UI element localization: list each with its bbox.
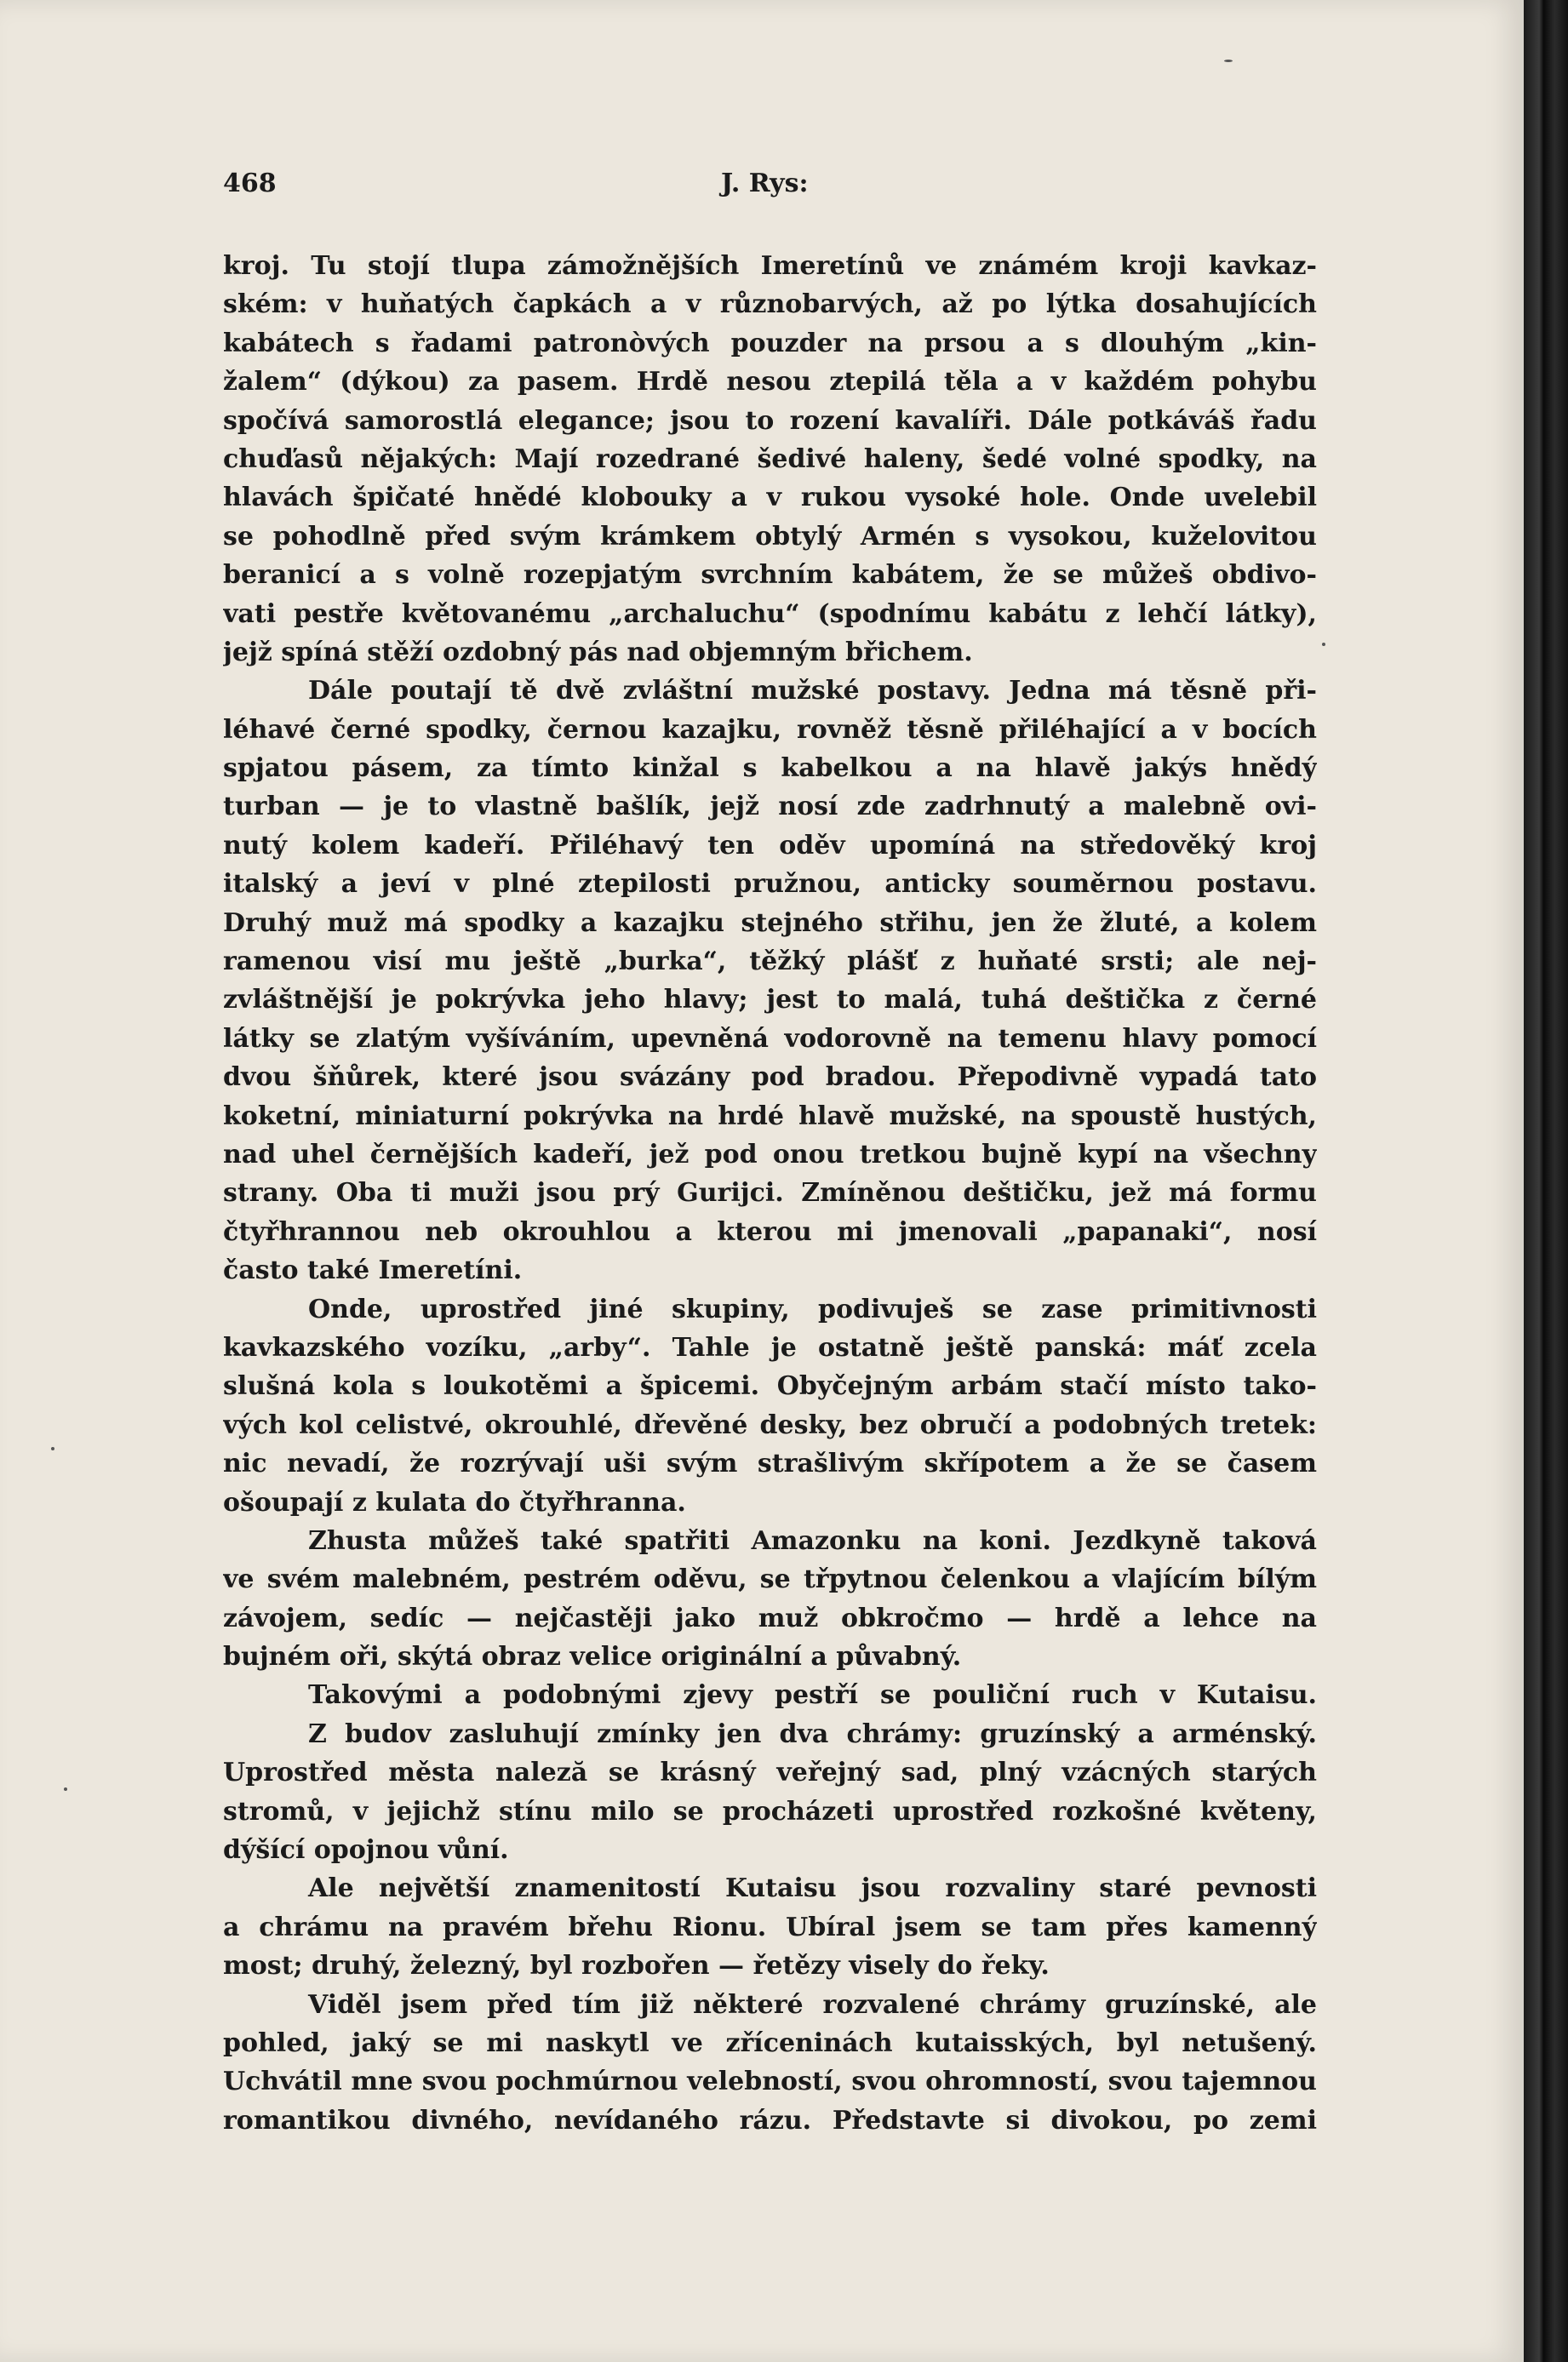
text-line: a chrámu na pravém břehu Rionu. Ubíral jsem se tam přes kamenný (223, 1912, 1317, 1942)
text-line: most; druhý, železný, byl rozbořen — řetězy visely do řeky. (223, 1951, 1050, 1982)
text-line: vých kol celistvé, okrouhlé, dřevěné desky, bez obručí a podobných tretek: (223, 1410, 1317, 1440)
text-line: Onde, uprostřed jiné skupiny, podivuješ se zase primitivnosti (308, 1294, 1317, 1324)
text-line: Uchvátil mne svou pochmúrnou velebností, svou ohromností, svou tajemnou (223, 2067, 1317, 2097)
text-line: romantikou divného, nevídaného rázu. Představte si divokou, po zemi (223, 2105, 1317, 2136)
text-line: Uprostřed města naleză se krásný veřejný sad, plný vzácných starých (223, 1758, 1317, 1788)
text-line: slušná kola s loukotěmi a špicemi. Obyčejným arbám stačí místo tako- (223, 1371, 1317, 1402)
print-speck (1224, 60, 1233, 62)
text-line: látky se zlatým vyšíváním, upevněná vodorovně na temenu hlavy pomocí (223, 1023, 1317, 1054)
text-line: Zhusta můžeš také spatřiti Amazonku na koni. Jezdkyně taková (308, 1525, 1317, 1556)
page-header (223, 169, 1317, 203)
text-line: turban — je to vlastně bašlík, jejž nosí zde zadrhnutý a malebně ovi- (223, 792, 1317, 822)
text-line: nad uhel černějších kadeří, jež pod onou tretkou bujně kypí na všechny (223, 1139, 1317, 1170)
text-line: pohled, jaký se mi naskytl ve zříceninách kutaisských, byl netušený. (223, 2027, 1317, 2058)
print-speck (1322, 643, 1325, 646)
text-line: často také Imeretíni. (223, 1255, 523, 1286)
text-line: závojem, sedíc — nejčastěji jako muž obkročmo — hrdě a lehce na (223, 1603, 1317, 1633)
body-text (223, 247, 1317, 2140)
text-line: Dále poutají tě dvě zvláštní mužské postavy. Jedna má těsně při- (308, 676, 1317, 706)
text-line: nic nevadí, že rozrývají uši svým strašlivým skřípotem a že se časem (223, 1449, 1317, 1479)
text-line: žalem“ (dýkou) za pasem. Hrdě nesou ztepilá těla a v každém pohybu (223, 367, 1317, 397)
book-spine-edge (1524, 0, 1568, 2362)
text-line: čtyřhrannou neb okrouhlou a kterou mi jmenovali „papanaki“, nosí (223, 1216, 1317, 1247)
text-line: dýšící opojnou vůní. (223, 1835, 509, 1866)
text-line: chuďasů nějakých: Mají rozedrané šedivé haleny, šedé volné spodky, na (223, 443, 1317, 474)
running-head: J. Rys: (721, 169, 809, 198)
text-line: hlavách špičaté hnědé klobouky a v rukou vysoké hole. Onde uvelebil (223, 483, 1317, 513)
text-line: beranicí a s volně rozepjatým svrchním kabátem, že se můžeš obdivo- (223, 560, 1317, 591)
text-line: jejž spíná stěží ozdobný pás nad objemným břichem. (223, 637, 973, 667)
text-line: dvou šňůrek, které jsou svázány pod bradou. Přepodivně vypadá tato (223, 1062, 1317, 1093)
print-speck (51, 1447, 54, 1450)
text-line: kavkazského vozíku, „arby“. Tahle je ostatně ještě panská: máť zcela (223, 1332, 1317, 1363)
text-line: stromů, v jejichž stínu milo se procházeti uprostřed rozkošné květeny, (223, 1796, 1317, 1827)
text-line: nutý kolem kadeří. Přiléhavý ten oděv upomíná na středověký kroj (223, 830, 1317, 861)
text-line: kroj. Tu stojí tlupa zámožnějších Imeretínů ve známém kroji kavkaz- (223, 251, 1317, 281)
text-line: zvláštnější je pokrývka jeho hlavy; jest to malá, tuhá deštička z černé (223, 985, 1317, 1015)
text-line: ramenou visí mu ještě „burka“, těžký plášť z huňaté srsti; ale nej- (223, 947, 1317, 977)
text-line: se pohodlně před svým krámkem obtylý Armén s vysokou, kuželovitou (223, 521, 1317, 552)
text-line: Ale největší znamenitostí Kutaisu jsou rozvaliny staré pevnosti (308, 1873, 1317, 1904)
text-line: ošoupají z kulata do čtyřhranna. (223, 1487, 686, 1518)
text-line: kabátech s řadami patronòvých pouzder na prsou a s dlouhým „kin- (223, 328, 1317, 358)
text-line: italský a jeví v plné ztepilosti pružnou, anticky souměrnou postavu. (223, 869, 1317, 900)
text-line: Z budov zasluhují zmínky jen dva chrámy: gruzínský a arménský. (308, 1719, 1317, 1749)
text-line: strany. Oba ti muži jsou prý Gurijci. Zmíněnou deštičku, jež má formu (223, 1178, 1317, 1209)
text-line: bujném oři, skýtá obraz velice originální a půvabný. (223, 1642, 962, 1673)
text-line: léhavé černé spodky, černou kazajku, rovněž těsně přiléhající a v bocích (223, 714, 1317, 745)
text-line: vati pestře květovanému „archaluchu“ (spodnímu kabátu z lehčí látky), (223, 598, 1317, 629)
text-line: koketní, miniaturní pokrývka na hrdé hlavě mužské, na spoustě hustých, (223, 1101, 1317, 1131)
text-line: spočívá samorostlá elegance; jsou to rození kavalíři. Dále potkáváš řadu (223, 405, 1317, 436)
text-line: ském: v huňatých čapkách a v různobarvých, až po lýtka dosahujících (223, 289, 1317, 320)
text-line: Druhý muž má spodky a kazajku stejného střihu, jen že žluté, a kolem (223, 907, 1317, 938)
text-line: spjatou pásem, za tímto kinžal s kabelkou a na hlavě jakýs hnědý (223, 753, 1317, 784)
text-line: Takovými a podobnými zjevy pestří se pouliční ruch v Kutaisu. (308, 1680, 1317, 1711)
print-speck (64, 1787, 67, 1791)
page-number: 468 (223, 169, 277, 198)
text-line: ve svém malebném, pestrém oděvu, se třpytnou čelenkou a vlajícím bílým (223, 1564, 1317, 1595)
text-line: Viděl jsem před tím již některé rozvalené chrámy gruzínské, ale (308, 1989, 1317, 2020)
